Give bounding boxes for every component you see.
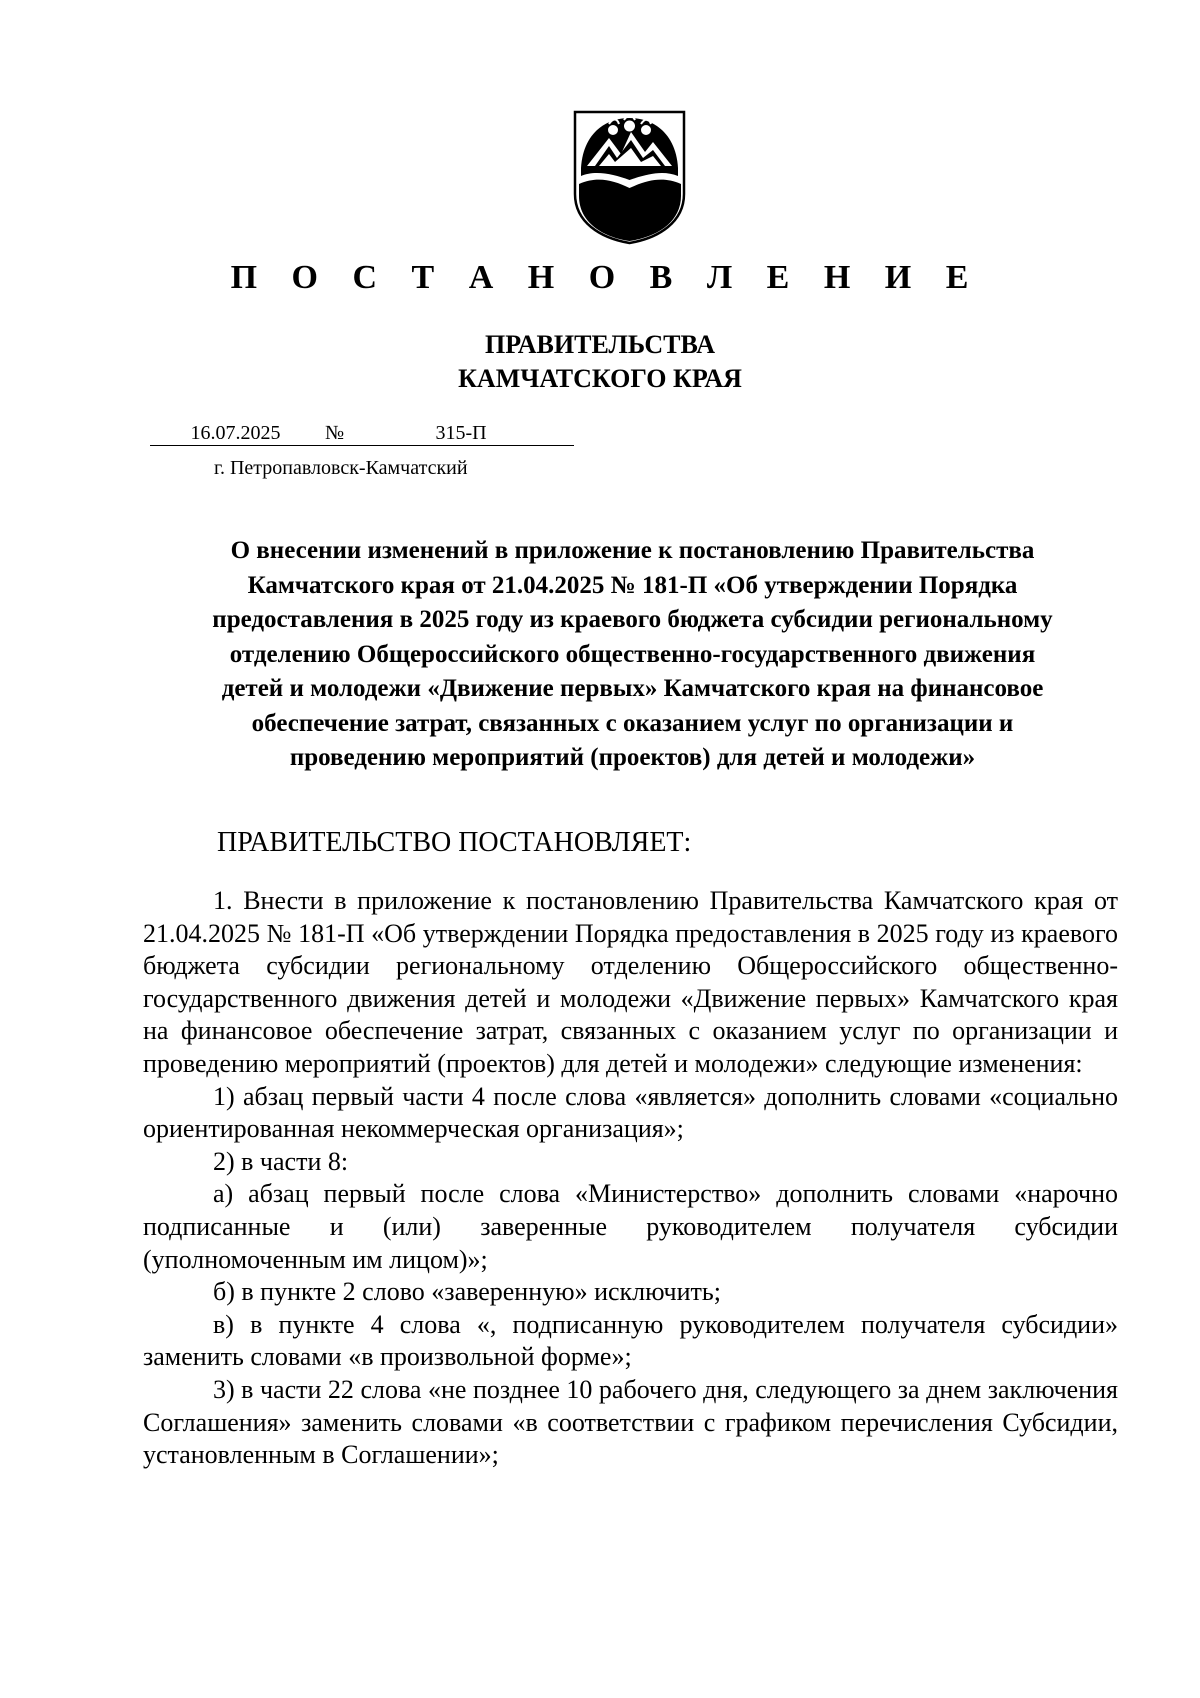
document-type-title: П О С Т А Н О В Л Е Н И Е xyxy=(230,259,982,296)
document-number: 315-П xyxy=(348,421,574,446)
body-paragraph: 2) в части 8: xyxy=(213,1146,349,1176)
place-of-issue: г. Петропавловск-Камчатский xyxy=(214,457,468,479)
decree-heading: ПРАВИТЕЛЬСТВО ПОСТАНОВЛЯЕТ: xyxy=(217,827,692,858)
body-paragraph: 1. Внести в приложение к постановлению Правительства Камчатского края от 21.04.2025 № 181-П «Об утверждении Порядка предоставления в 2025 году из краевого бюджета субсидии региональному отделению Общероссийского общественно-государственного движения детей и молодежи «Движение первых» Камчатского края на финансовое обеспечение затрат, связанных с оказанием услуг по организации и проведению мероприятий (проектов) для детей и молодежи» следующие изменения: xyxy=(143,886,1118,1078)
subject-line: Камчатского края от 21.04.2025 № 181-П «Об утверждении Порядка xyxy=(247,571,1018,599)
document-body xyxy=(143,885,1118,1472)
subject-line: обеспечение затрат, связанных с оказанием услуг по организации и xyxy=(251,709,1014,737)
document-date: 16.07.2025 xyxy=(150,421,321,446)
subject-line: проведению мероприятий (проектов) для детей и молодежи» xyxy=(289,744,976,771)
number-label: № xyxy=(321,421,348,446)
body-paragraph: б) в пункте 2 слово «заверенную» исключить; xyxy=(213,1277,721,1307)
body-paragraph: 3) в части 22 слова «не позднее 10 рабочего дня, следующего за днем заключения Соглашения» заменить словами «в соответствии с графиком перечисления Субсидии, установленным в Соглашении»; xyxy=(143,1374,1118,1470)
subject-line: детей и молодежи «Движение первых» Камчатского края на финансовое xyxy=(221,675,1044,702)
kamchatka-coat-of-arms-icon xyxy=(573,110,686,245)
authority-line-1: ПРАВИТЕЛЬСТВА xyxy=(485,330,715,359)
authority-line-2: КАМЧАТСКОГО КРАЯ xyxy=(458,364,742,393)
subject-line: О внесении изменений в приложение к постановлению Правительства xyxy=(230,537,1035,564)
subject-line: предоставления в 2025 году из краевого бюджета субсидии региональному xyxy=(212,606,1053,633)
document-subject xyxy=(145,534,1120,776)
issuing-authority xyxy=(0,328,1200,396)
body-paragraph: а) абзац первый после слова «Министерство» дополнить словами «нарочно подписанные и (или) заверенные руководителем получателя субсидии (уполномоченным им лицом)»; xyxy=(143,1179,1118,1274)
body-paragraph: в) в пункте 4 слова «, подписанную руководителем получателя субсидии» заменить словами «в произвольной форме»; xyxy=(143,1309,1118,1372)
subject-line: отделению Общероссийского общественно-государственного движения xyxy=(229,640,1036,668)
body-paragraph: 1) абзац первый части 4 после слова «является» дополнить словами «социально ориентированная некоммерческая организация»; xyxy=(143,1081,1118,1144)
